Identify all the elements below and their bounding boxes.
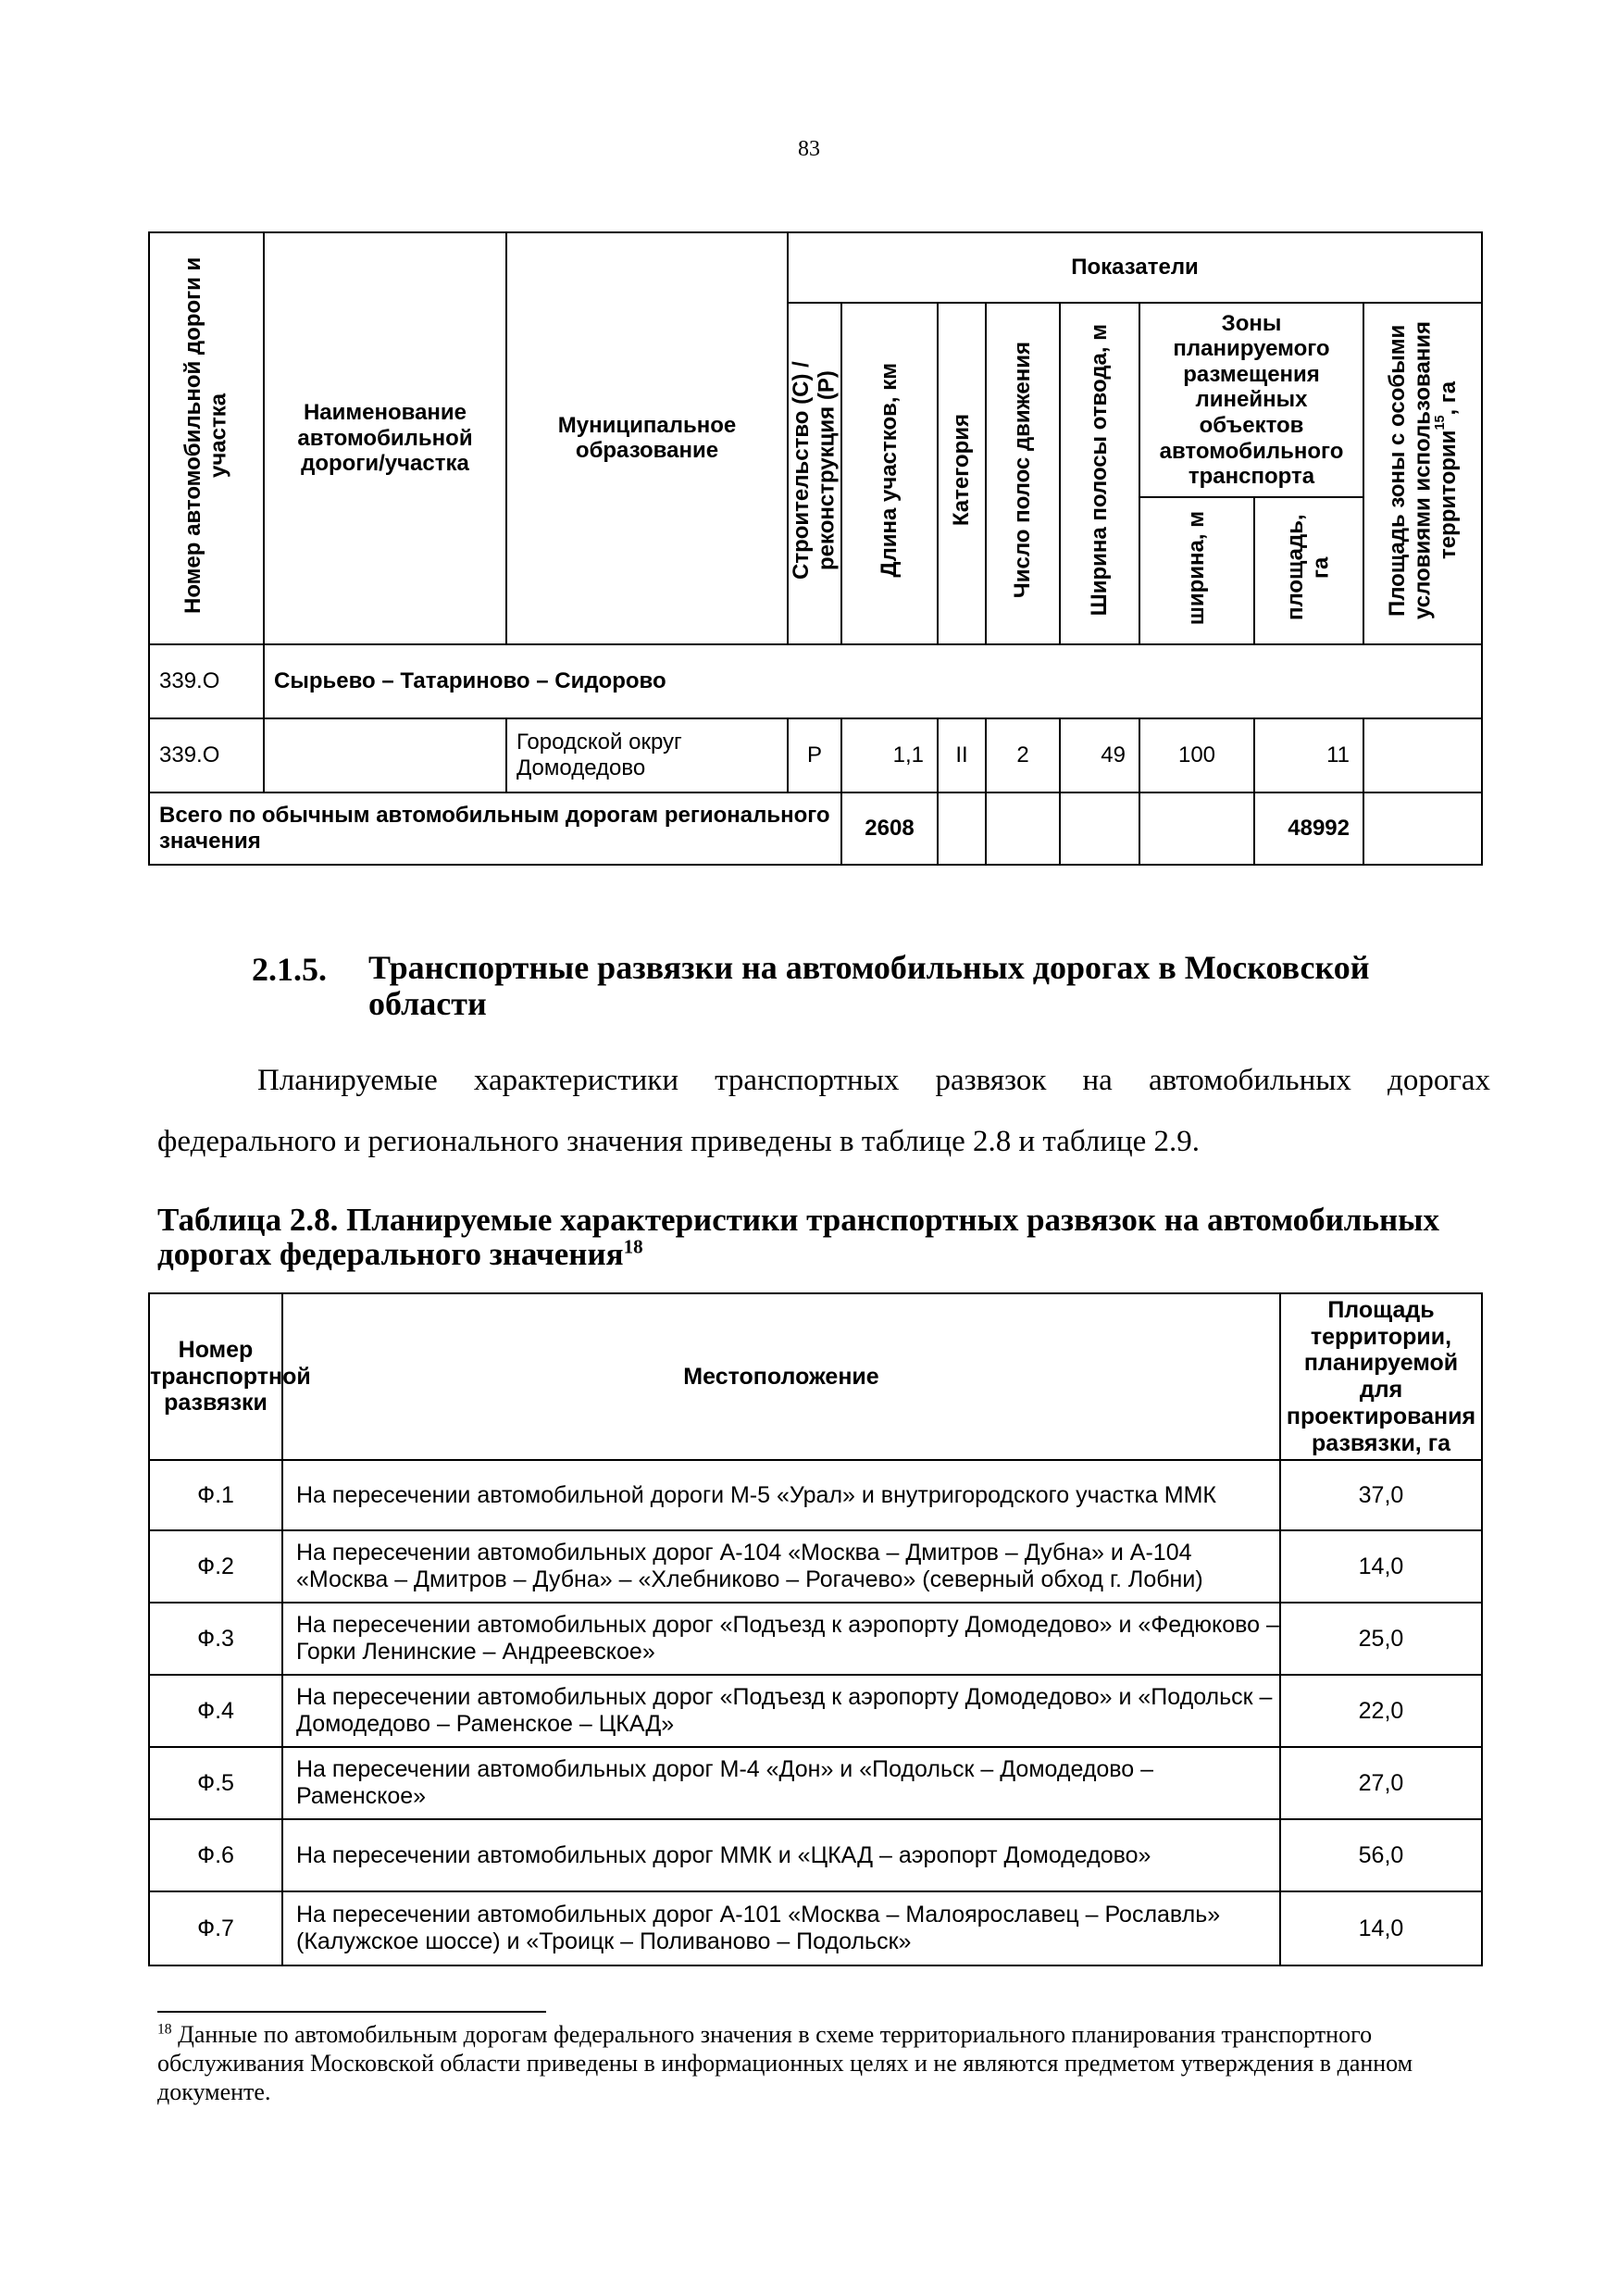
header-location: Местоположение (282, 1293, 1280, 1460)
roads-table (148, 231, 1483, 866)
cell-road-name (264, 718, 506, 792)
interchange-location: На пересечении автомобильных дорог «Подъезд к аэропорту Домодедово» и «Подольск – Домодедово – Раменское – ЦКАД» (282, 1675, 1280, 1747)
table-row (149, 1819, 1482, 1891)
total-row (149, 792, 1482, 865)
header-zone-area: площадь, га (1254, 497, 1363, 643)
cell-lanes: 2 (986, 718, 1060, 792)
table-row (149, 1530, 1482, 1603)
header-indicators: Показатели (788, 232, 1482, 303)
footnote (157, 2020, 1472, 2107)
header-row-width: Ширина полосы отвода, м (1060, 303, 1139, 644)
interchange-area: 37,0 (1280, 1460, 1482, 1530)
table-row (149, 1747, 1482, 1819)
header-length: Длина участков, км (841, 303, 938, 644)
interchange-area: 14,0 (1280, 1530, 1482, 1603)
empty-cell (986, 792, 1060, 865)
cell-special-area (1363, 718, 1482, 792)
interchange-number: Ф.4 (149, 1675, 282, 1747)
group-road-number: 339.О (149, 644, 264, 718)
total-label: Всего по обычным автомобильным дорогам регионального значения (149, 792, 841, 865)
interchange-location: На пересечении автомобильных дорог А-101 «Москва – Малоярославец – Рославль» (Калужское шоссе) и «Троицк – Поливаново – Подольск» (282, 1891, 1280, 1965)
interchange-area: 14,0 (1280, 1891, 1482, 1965)
header-special-zone: Площадь зоны с особыми условиями использования территории$^{15}$, га (1363, 303, 1482, 644)
interchange-location: На пересечении автомобильных дорог А-104 «Москва – Дмитров – Дубна» и А-104 «Москва – Дмитров – Дубна» – «Хлебниково – Рогачево» (северный обход г. Лобни) (282, 1530, 1280, 1603)
cell-row-width: 49 (1060, 718, 1139, 792)
interchange-number: Ф.1 (149, 1460, 282, 1530)
interchange-location: На пересечении автомобильных дорог М-4 «Дон» и «Подольск – Домодедово – Раменское» (282, 1747, 1280, 1819)
total-length: 2608 (841, 792, 938, 865)
total-zone-area: 48992 (1254, 792, 1363, 865)
cell-construction: Р (788, 718, 841, 792)
header-interchange-number: Номер транспортной развязки (149, 1293, 282, 1460)
table-caption: Таблица 2.8. Планируемые характеристики транспортных развязок на автомобильных дорогах федерального значения$^{18}$ (157, 1202, 1439, 1272)
cell-category: II (938, 718, 986, 792)
interchange-location: На пересечении автомобильной дороги М-5 «Урал» и внутригородского участка ММК (282, 1460, 1280, 1530)
table-row (149, 1891, 1482, 1965)
interchange-number: Ф.6 (149, 1819, 282, 1891)
interchange-number: Ф.7 (149, 1891, 282, 1965)
interchange-location: На пересечении автомобильных дорог «Подъезд к аэропорту Домодедово» и «Федюково – Горки Ленинские – Андреевское» (282, 1603, 1280, 1675)
cell-zone-width: 100 (1139, 718, 1254, 792)
interchange-number: Ф.5 (149, 1747, 282, 1819)
header-zones: Зоны планируемого размещения линейных объектов автомобильного транспорта (1139, 303, 1363, 497)
header-category: Категория (938, 303, 986, 644)
footnote-mark: 18 (157, 2021, 172, 2038)
table-row (149, 718, 1482, 792)
cell-zone-area: 11 (1254, 718, 1363, 792)
table-row (149, 1603, 1482, 1675)
interchange-location: На пересечении автомобильных дорог ММК и «ЦКАД – аэропорт Домодедово» (282, 1819, 1280, 1891)
header-construction: Строительство (С) / реконструкция (Р) (788, 303, 841, 644)
interchange-area: 22,0 (1280, 1675, 1482, 1747)
header-road-number: Номер автомобильной дороги и участка (149, 232, 264, 644)
table-row (149, 1675, 1482, 1747)
interchange-area: 56,0 (1280, 1819, 1482, 1891)
empty-cell (1363, 792, 1482, 865)
header-road-name: Наименование автомобильной дороги/участка (264, 232, 506, 644)
section-paragraph: Планируемые характеристики транспортных развязок на автомобильных дорогах федерального и регионального значения приведены в таблице 2.8 и таблице 2.9. (157, 1064, 1490, 1158)
empty-cell (1139, 792, 1254, 865)
interchanges-table (148, 1292, 1483, 1966)
interchange-number: Ф.2 (149, 1530, 282, 1603)
section-number: 2.1.5. (252, 951, 327, 988)
cell-municipality: Городской округ Домодедово (506, 718, 788, 792)
interchange-area: 25,0 (1280, 1603, 1482, 1675)
table-row (149, 644, 1482, 718)
section-title: Транспортные развязки на автомобильных дорогах в Московской области (368, 949, 1370, 1022)
header-municipality: Муниципальное образование (506, 232, 788, 644)
empty-cell (1060, 792, 1139, 865)
header-zone-width: ширина, м (1139, 497, 1254, 643)
header-lanes: Число полос движения (986, 303, 1060, 644)
interchange-area: 27,0 (1280, 1747, 1482, 1819)
footnote-text: Данные по автомобильным дорогам федерального значения в схеме территориального планирования транспортного обслуживания Московской области приведены в информационных целях и не являются предметом утверждения в данном документе. (157, 2021, 1413, 2106)
table-row (149, 1460, 1482, 1530)
cell-length: 1,1 (841, 718, 938, 792)
group-road-name: Сырьево – Татариново – Сидорово (264, 644, 1482, 718)
cell-road-number: 339.О (149, 718, 264, 792)
interchange-number: Ф.3 (149, 1603, 282, 1675)
header-area: Площадь территории, планируемой для проектирования развязки, га (1280, 1293, 1482, 1460)
empty-cell (938, 792, 986, 865)
footnote-rule (157, 2011, 546, 2013)
page-number: 83 (798, 137, 820, 161)
